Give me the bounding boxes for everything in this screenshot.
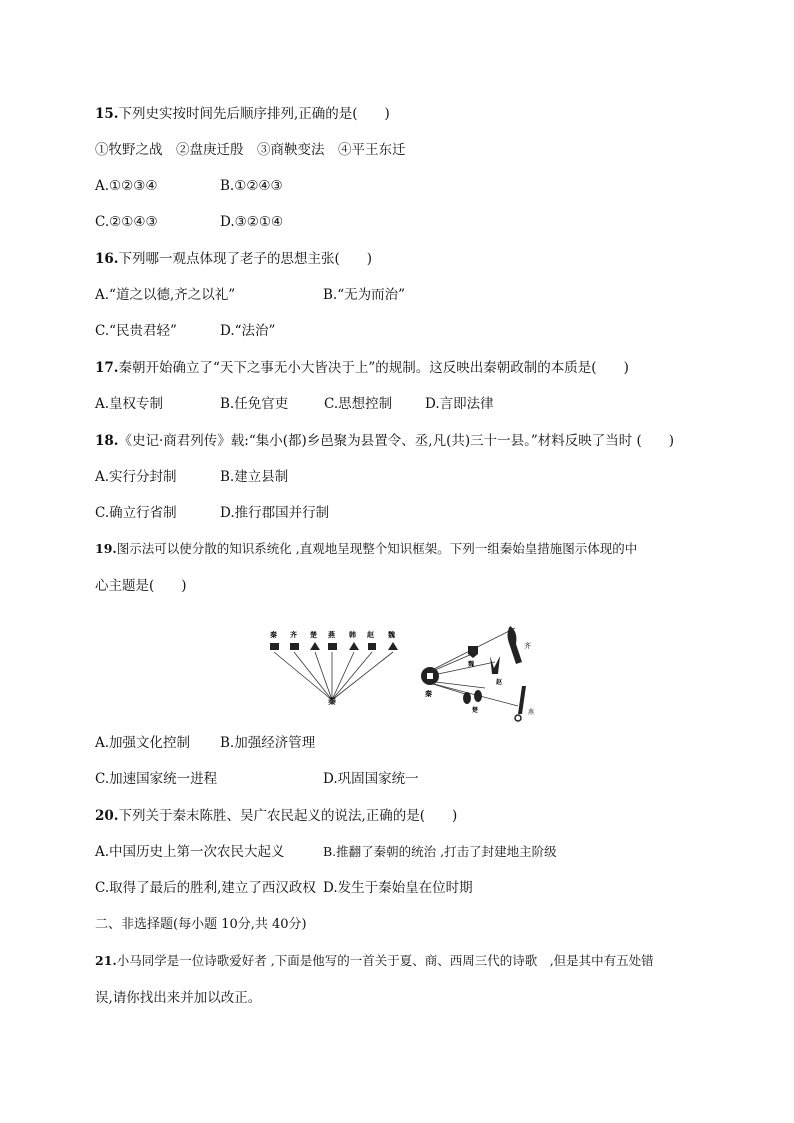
state-label: 赵 [367, 631, 374, 639]
state-label: 燕 [328, 631, 335, 639]
question-number: 18. [95, 433, 119, 449]
option-a: A.加强文化控制 [95, 735, 191, 751]
option-a: A.①②③④ [95, 178, 158, 194]
stem-text: 《史记·商君列传》载:“集小(都)乡邑聚为县置令、丞,凡(共)三十一县。”材料反映了当时 ( ) [118, 433, 675, 449]
glyph-icon [388, 642, 398, 650]
option-b: B.加强经济管理 [220, 735, 316, 751]
right-label-wei: 魏 [468, 661, 475, 668]
stem-text: 小马同学是一位诗歌爱好者 ,下面是他写的一首关于夏、商、西周三代的诗歌 ,但是其中有五处错 [116, 953, 654, 968]
right-center-label: 秦 [425, 690, 432, 698]
left-hub-label: 秦 [328, 697, 336, 706]
question-18-stem [95, 432, 674, 450]
knife-ring-icon [515, 715, 521, 721]
question-17-stem [95, 359, 629, 377]
question-15-items: ①牧野之战 ②盘庚迁殷 ③商鞅变法 ④平王东迁 [95, 142, 406, 158]
left-fan-lines [274, 652, 393, 700]
state-label: 齐 [290, 631, 297, 639]
state-label: 秦 [270, 631, 277, 639]
question-21-stem [95, 952, 654, 970]
option-c: C.思想控制 [324, 396, 393, 412]
glyph-icon [270, 643, 279, 650]
option-d: D.言即法律 [425, 396, 494, 412]
option-a: A.“道之以德,齐之以礼” [95, 287, 236, 303]
option-c: C.“民贵君轻” [95, 323, 177, 339]
glyph-icon [328, 643, 337, 650]
question-19-stem-cont: 心主题是( ) [95, 578, 187, 594]
stem-text: 下列哪一观点体现了老子的思想主张( ) [118, 251, 373, 267]
question-number: 16. [95, 251, 119, 267]
question-number: 17. [95, 360, 119, 376]
option-d: D.巩固国家统一 [323, 771, 419, 787]
option-c: C.确立行省制 [95, 505, 177, 521]
question-19-stem [95, 540, 637, 558]
glyph-icon [310, 642, 320, 650]
knife-coin-icon [508, 626, 523, 664]
stem-text: 下列史实按时间先后顺序排列,正确的是( ) [118, 106, 390, 122]
glyph-icon [349, 642, 359, 650]
glyph-icon [290, 643, 299, 650]
stem-text: 图示法可以使分散的知识系统化 ,直观地呈现整个知识框架。下列一组秦始皇措施图示体现的中 [116, 541, 638, 556]
spade-coin-icon [490, 656, 500, 674]
option-d: D.“法治” [220, 323, 276, 339]
stem-text: 秦朝开始确立了“天下之事无小大皆决于上”的规制。这反映出秦朝政制的本质是( ) [118, 360, 629, 376]
ant-nose-coin-icon [474, 690, 482, 702]
option-b: B.建立县制 [220, 469, 289, 485]
qin-unification-diagram [260, 626, 550, 726]
ant-nose-coin-icon [463, 692, 471, 704]
question-number: 19. [95, 541, 117, 556]
right-label-qi: 齐 [524, 642, 531, 650]
knife-coin-icon [518, 686, 526, 714]
section-2-title: 二、非选择题(每小题 10分,共 40分) [95, 917, 307, 932]
question-16-stem [95, 250, 372, 268]
question-15-stem [95, 105, 390, 123]
spade-coin-icon [468, 646, 478, 658]
state-label: 楚 [310, 631, 317, 639]
option-c: C.取得了最后的胜利,建立了西汉政权 [95, 880, 316, 896]
question-number: 20. [95, 808, 119, 824]
option-a: A.中国历史上第一次农民大起义 [95, 844, 285, 860]
option-b: B.“无为而治” [323, 287, 406, 303]
glyph-icon [368, 643, 376, 650]
coin-hole [427, 673, 433, 679]
option-a: A.实行分封制 [95, 469, 177, 485]
option-c: C.加速国家统一进程 [95, 771, 218, 787]
stem-text: 下列关于秦末陈胜、吴广农民起义的说法,正确的是( ) [118, 808, 458, 824]
state-label: 韩 [349, 631, 356, 639]
option-d: D.发生于秦始皇在位时期 [323, 880, 473, 896]
question-20-stem [95, 807, 457, 825]
option-d: D.③②①④ [220, 214, 284, 230]
option-a: A.皇权专制 [95, 396, 164, 412]
option-b: B.任免官吏 [220, 396, 289, 412]
option-d: D.推行郡国并行制 [220, 505, 330, 521]
left-states-labels [269, 630, 395, 639]
right-label-chu: 楚 [472, 707, 479, 714]
question-number: 15. [95, 106, 119, 122]
left-state-glyphs [270, 642, 398, 650]
question-21-stem-cont: 误,请你找出来并加以改正。 [95, 990, 262, 1006]
state-label: 魏 [388, 631, 395, 639]
option-b: B.推翻了秦朝的统治 ,打击了封建地主阶级 [323, 844, 557, 859]
option-c: C.②①④③ [95, 214, 158, 230]
right-label-zhao: 赵 [496, 679, 503, 686]
right-currency-diagram [421, 626, 535, 721]
right-label-yan: 燕 [528, 709, 535, 716]
question-number: 21. [95, 953, 117, 968]
option-b: B.①②④③ [220, 178, 283, 194]
